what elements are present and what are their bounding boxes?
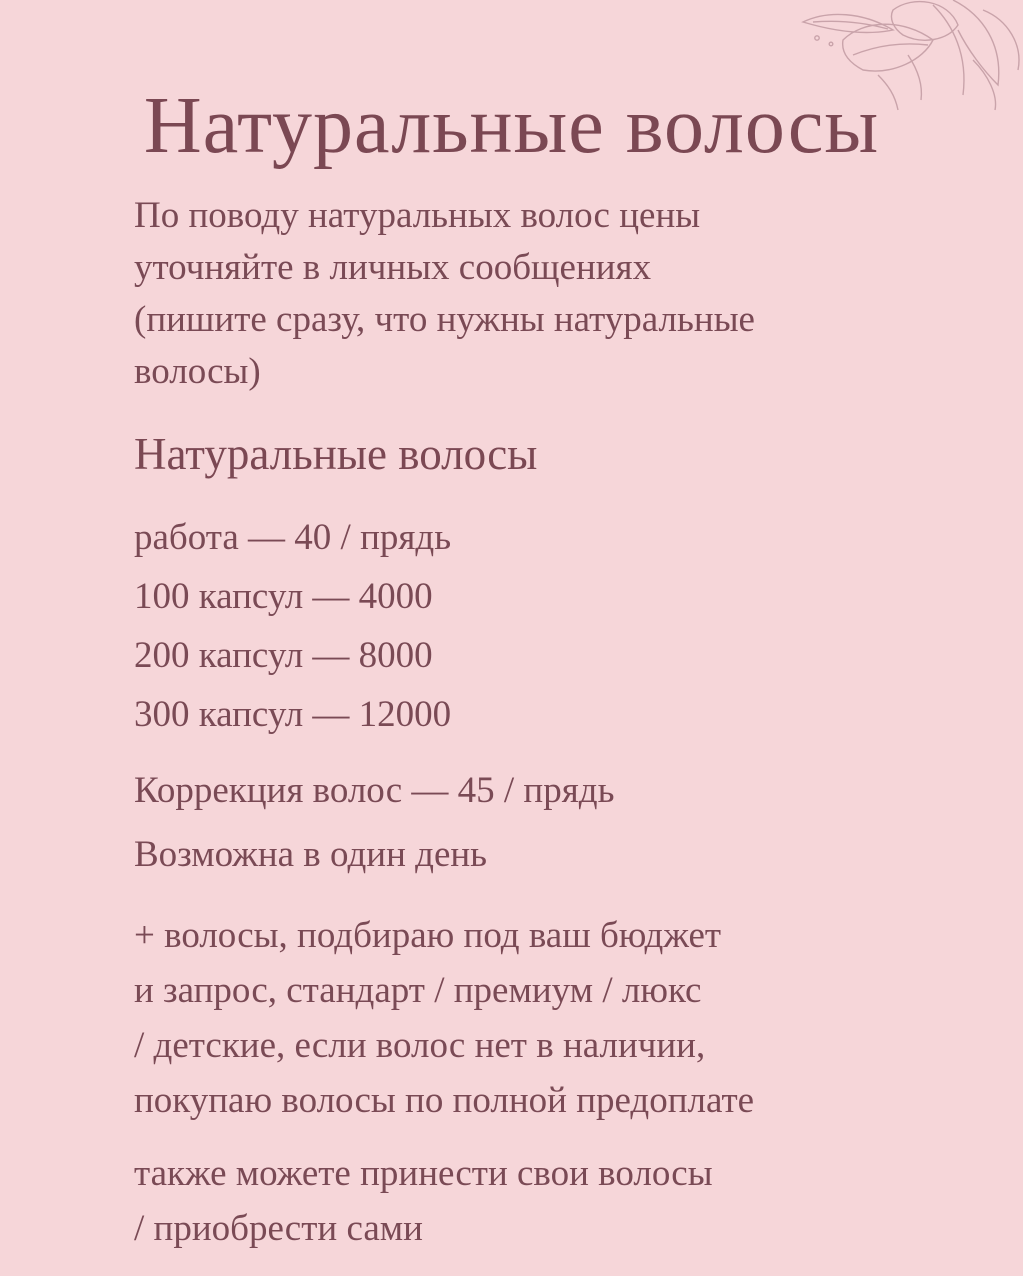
intro-line: По поводу натуральных волос цены [134, 195, 701, 236]
price-item-300-capsules: 300 капсул — 12000 [134, 694, 452, 735]
price-list [134, 508, 994, 744]
price-item-work: работа — 40 / прядь [134, 517, 452, 558]
hair-selection-note [134, 908, 994, 1128]
intro-line: волосы) [134, 351, 261, 392]
own-hair-line: / приобрести сами [134, 1208, 423, 1249]
own-hair-note [134, 1146, 994, 1256]
correction-price: Коррекция волос — 45 / прядь [134, 770, 615, 811]
intro-line: уточняйте в личных сообщениях [134, 247, 652, 288]
hair-note-line: / детские, если волос нет в наличии, [134, 1025, 706, 1066]
section-heading: Натуральные волосы [134, 429, 538, 479]
hair-note-line: покупаю волосы по полной предоплате [134, 1080, 755, 1121]
hair-note-line: и запрос, стандарт / премиум / люкс [134, 970, 702, 1011]
price-item-100-capsules: 100 капсул — 4000 [134, 576, 433, 617]
correction-info [134, 759, 994, 887]
correction-note: Возможна в один день [134, 834, 488, 875]
own-hair-line: также можете принести свои волосы [134, 1153, 713, 1194]
hair-note-line: + волосы, подбираю под ваш бюджет [134, 915, 722, 956]
price-item-200-capsules: 200 капсул — 8000 [134, 635, 433, 676]
intro-text [134, 190, 994, 398]
intro-line: (пишите сразу, что нужны натуральные [134, 299, 755, 340]
page-title: Натуральные волосы [143, 82, 880, 170]
